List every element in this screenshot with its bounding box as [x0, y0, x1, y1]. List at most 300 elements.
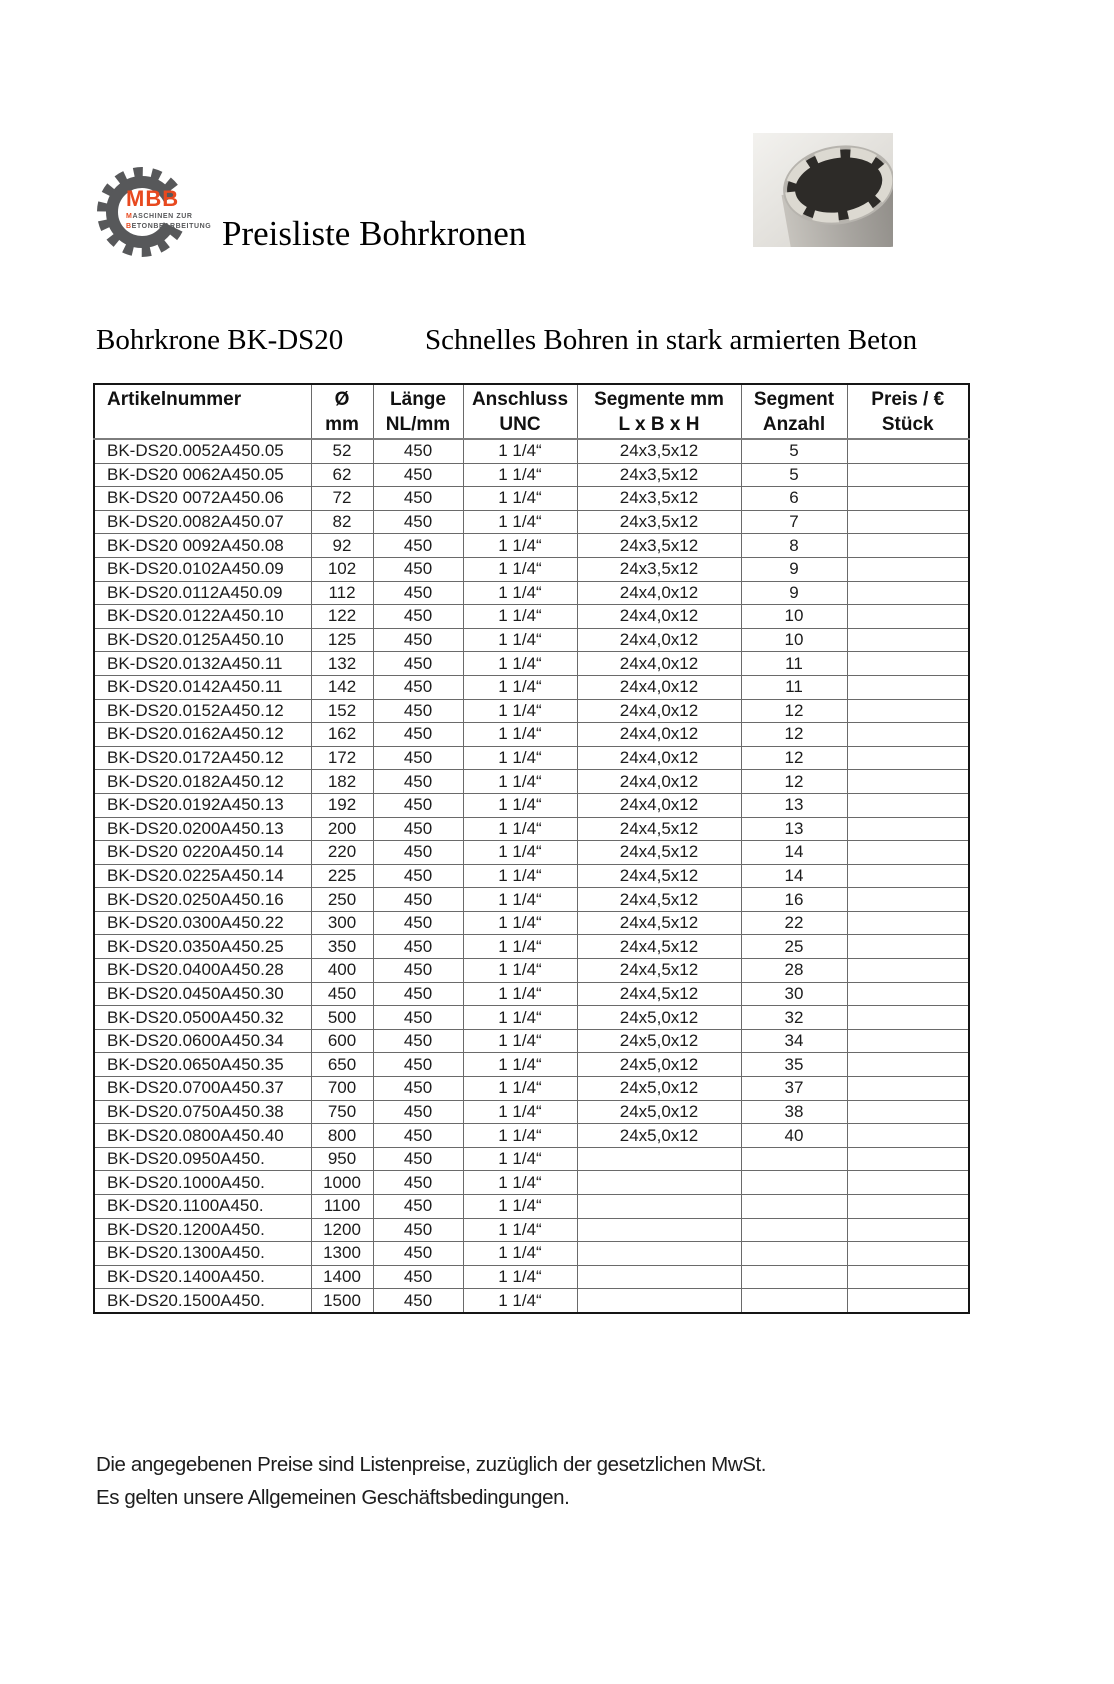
table-row	[94, 510, 969, 534]
cell-anschluss: 1 1/4“	[463, 1029, 577, 1053]
cell-durchmesser: 1200	[311, 1218, 373, 1242]
table-row	[94, 1265, 969, 1289]
cell-artikelnummer: BK-DS20.0300A450.22	[94, 911, 311, 935]
cell-preis	[847, 534, 969, 558]
cell-anschluss: 1 1/4“	[463, 1124, 577, 1148]
table-row	[94, 1029, 969, 1053]
cell-segmente: 24x4,0x12	[577, 605, 741, 629]
table-row	[94, 793, 969, 817]
cell-artikelnummer: BK-DS20.0142A450.11	[94, 675, 311, 699]
table-row	[94, 841, 969, 865]
cell-artikelnummer: BK-DS20.1100A450.	[94, 1195, 311, 1219]
cell-preis	[847, 1195, 969, 1219]
cell-segmente: 24x5,0x12	[577, 1029, 741, 1053]
cell-preis	[847, 1289, 969, 1313]
cell-artikelnummer: BK-DS20.1000A450.	[94, 1171, 311, 1195]
cell-segmente	[577, 1147, 741, 1171]
cell-laenge: 450	[373, 864, 463, 888]
price-table-container	[93, 383, 970, 1314]
cell-artikelnummer: BK-DS20.0052A450.05	[94, 439, 311, 463]
cell-segmente: 24x5,0x12	[577, 1077, 741, 1101]
cell-artikelnummer: BK-DS20.0162A450.12	[94, 723, 311, 747]
table-row	[94, 1006, 969, 1030]
cell-laenge: 450	[373, 911, 463, 935]
cell-segment-anzahl: 12	[741, 746, 847, 770]
section-title: Bohrkrone BK-DS20	[96, 324, 344, 356]
table-row	[94, 605, 969, 629]
cell-segmente: 24x3,5x12	[577, 534, 741, 558]
cell-preis	[847, 911, 969, 935]
cell-segment-anzahl	[741, 1265, 847, 1289]
header-cell-anschluss: Anschluss UNC	[463, 384, 577, 439]
table-row	[94, 675, 969, 699]
cell-artikelnummer: BK-DS20.0112A450.09	[94, 581, 311, 605]
cell-durchmesser: 800	[311, 1124, 373, 1148]
table-row	[94, 959, 969, 983]
cell-laenge: 450	[373, 959, 463, 983]
cell-segment-anzahl	[741, 1147, 847, 1171]
table-row	[94, 439, 969, 463]
cell-segmente: 24x4,5x12	[577, 817, 741, 841]
cell-laenge: 450	[373, 746, 463, 770]
cell-anschluss: 1 1/4“	[463, 1171, 577, 1195]
logo-abbr: MBB	[126, 186, 180, 211]
footer-note-2: Es gelten unsere Allgemeinen Geschäftsbedingungen.	[96, 1486, 570, 1509]
cell-segmente: 24x4,0x12	[577, 793, 741, 817]
cell-durchmesser: 192	[311, 793, 373, 817]
table-row	[94, 982, 969, 1006]
cell-laenge: 450	[373, 557, 463, 581]
cell-anschluss: 1 1/4“	[463, 935, 577, 959]
cell-segmente	[577, 1242, 741, 1266]
cell-durchmesser: 62	[311, 463, 373, 487]
cell-artikelnummer: BK-DS20.1300A450.	[94, 1242, 311, 1266]
cell-durchmesser: 1100	[311, 1195, 373, 1219]
logo-subtext-2: BETONBEARBEITUNG	[126, 223, 212, 230]
cell-durchmesser: 1400	[311, 1265, 373, 1289]
table-row	[94, 1053, 969, 1077]
cell-preis	[847, 652, 969, 676]
cell-segment-anzahl	[741, 1195, 847, 1219]
cell-preis	[847, 1100, 969, 1124]
cell-durchmesser: 172	[311, 746, 373, 770]
cell-durchmesser: 102	[311, 557, 373, 581]
table-row	[94, 1100, 969, 1124]
cell-laenge: 450	[373, 1147, 463, 1171]
cell-artikelnummer: BK-DS20.0200A450.13	[94, 817, 311, 841]
cell-laenge: 450	[373, 439, 463, 463]
cell-durchmesser: 52	[311, 439, 373, 463]
table-row	[94, 1218, 969, 1242]
cell-artikelnummer: BK-DS20.0700A450.37	[94, 1077, 311, 1101]
cell-segmente: 24x5,0x12	[577, 1124, 741, 1148]
cell-segmente: 24x3,5x12	[577, 463, 741, 487]
cell-anschluss: 1 1/4“	[463, 841, 577, 865]
cell-artikelnummer: BK-DS20.0182A450.12	[94, 770, 311, 794]
cell-anschluss: 1 1/4“	[463, 770, 577, 794]
cell-anschluss: 1 1/4“	[463, 581, 577, 605]
cell-anschluss: 1 1/4“	[463, 746, 577, 770]
cell-artikelnummer: BK-DS20 0092A450.08	[94, 534, 311, 558]
cell-preis	[847, 864, 969, 888]
cell-segmente	[577, 1171, 741, 1195]
cell-durchmesser: 750	[311, 1100, 373, 1124]
cell-anschluss: 1 1/4“	[463, 605, 577, 629]
table-row	[94, 770, 969, 794]
cell-anschluss: 1 1/4“	[463, 699, 577, 723]
cell-durchmesser: 650	[311, 1053, 373, 1077]
table-row	[94, 534, 969, 558]
table-row	[94, 746, 969, 770]
cell-laenge: 450	[373, 628, 463, 652]
cell-laenge: 450	[373, 534, 463, 558]
cell-durchmesser: 600	[311, 1029, 373, 1053]
cell-segment-anzahl: 5	[741, 439, 847, 463]
product-photo	[753, 133, 893, 247]
cell-anschluss: 1 1/4“	[463, 1077, 577, 1101]
cell-laenge: 450	[373, 1124, 463, 1148]
cell-laenge: 450	[373, 1289, 463, 1313]
cell-segmente: 24x3,5x12	[577, 439, 741, 463]
cell-anschluss: 1 1/4“	[463, 982, 577, 1006]
table-row	[94, 1124, 969, 1148]
cell-segmente	[577, 1195, 741, 1219]
cell-preis	[847, 463, 969, 487]
cell-durchmesser: 152	[311, 699, 373, 723]
cell-segmente: 24x5,0x12	[577, 1006, 741, 1030]
cell-segment-anzahl: 34	[741, 1029, 847, 1053]
cell-artikelnummer: BK-DS20.0450A450.30	[94, 982, 311, 1006]
cell-laenge: 450	[373, 699, 463, 723]
cell-segmente: 24x4,5x12	[577, 888, 741, 912]
cell-segment-anzahl: 14	[741, 864, 847, 888]
cell-anschluss: 1 1/4“	[463, 534, 577, 558]
cell-laenge: 450	[373, 888, 463, 912]
cell-segment-anzahl: 22	[741, 911, 847, 935]
cell-preis	[847, 841, 969, 865]
table-row	[94, 581, 969, 605]
cell-preis	[847, 628, 969, 652]
table-row	[94, 864, 969, 888]
cell-artikelnummer: BK-DS20.0192A450.13	[94, 793, 311, 817]
cell-segment-anzahl: 32	[741, 1006, 847, 1030]
cell-artikelnummer: BK-DS20 0220A450.14	[94, 841, 311, 865]
cell-segment-anzahl	[741, 1218, 847, 1242]
cell-laenge: 450	[373, 487, 463, 511]
cell-segment-anzahl: 35	[741, 1053, 847, 1077]
cell-artikelnummer: BK-DS20.0102A450.09	[94, 557, 311, 581]
cell-laenge: 450	[373, 605, 463, 629]
cell-anschluss: 1 1/4“	[463, 817, 577, 841]
cell-segment-anzahl: 12	[741, 770, 847, 794]
cell-durchmesser: 82	[311, 510, 373, 534]
cell-preis	[847, 817, 969, 841]
cell-segmente: 24x4,5x12	[577, 959, 741, 983]
header-cell-artikelnummer: Artikelnummer	[94, 384, 311, 439]
cell-segment-anzahl: 25	[741, 935, 847, 959]
cell-artikelnummer: BK-DS20.0152A450.12	[94, 699, 311, 723]
cell-segmente: 24x3,5x12	[577, 487, 741, 511]
cell-preis	[847, 581, 969, 605]
table-row	[94, 557, 969, 581]
cell-artikelnummer: BK-DS20.0250A450.16	[94, 888, 311, 912]
section-subtitle: Schnelles Bohren in stark armierten Beton	[425, 324, 918, 356]
section-heading	[0, 324, 1114, 360]
cell-preis	[847, 1147, 969, 1171]
cell-anschluss: 1 1/4“	[463, 1289, 577, 1313]
cell-segmente: 24x5,0x12	[577, 1053, 741, 1077]
table-header-row	[94, 384, 969, 439]
cell-durchmesser: 1300	[311, 1242, 373, 1266]
cell-segment-anzahl: 13	[741, 793, 847, 817]
header-cell-segmente: Segmente mm L x B x H	[577, 384, 741, 439]
table-row	[94, 911, 969, 935]
cell-anschluss: 1 1/4“	[463, 628, 577, 652]
cell-anschluss: 1 1/4“	[463, 1265, 577, 1289]
cell-laenge: 450	[373, 652, 463, 676]
cell-segment-anzahl: 5	[741, 463, 847, 487]
cell-durchmesser: 1000	[311, 1171, 373, 1195]
cell-segmente: 24x4,0x12	[577, 675, 741, 699]
cell-segmente: 24x4,0x12	[577, 699, 741, 723]
cell-artikelnummer: BK-DS20.1200A450.	[94, 1218, 311, 1242]
cell-artikelnummer: BK-DS20.0950A450.	[94, 1147, 311, 1171]
cell-artikelnummer: BK-DS20.0225A450.14	[94, 864, 311, 888]
cell-durchmesser: 225	[311, 864, 373, 888]
cell-anschluss: 1 1/4“	[463, 652, 577, 676]
cell-anschluss: 1 1/4“	[463, 675, 577, 699]
cell-anschluss: 1 1/4“	[463, 557, 577, 581]
cell-anschluss: 1 1/4“	[463, 959, 577, 983]
cell-laenge: 450	[373, 1218, 463, 1242]
cell-laenge: 450	[373, 723, 463, 747]
cell-segmente: 24x5,0x12	[577, 1100, 741, 1124]
cell-segmente: 24x4,0x12	[577, 628, 741, 652]
cell-segmente: 24x4,5x12	[577, 841, 741, 865]
cell-durchmesser: 162	[311, 723, 373, 747]
cell-segment-anzahl: 8	[741, 534, 847, 558]
cell-segment-anzahl: 12	[741, 723, 847, 747]
cell-preis	[847, 1171, 969, 1195]
header-cell-segment-anzahl: Segment Anzahl	[741, 384, 847, 439]
cell-segmente: 24x4,0x12	[577, 723, 741, 747]
cell-segmente: 24x3,5x12	[577, 510, 741, 534]
cell-durchmesser: 950	[311, 1147, 373, 1171]
cell-laenge: 450	[373, 1006, 463, 1030]
cell-laenge: 450	[373, 817, 463, 841]
cell-durchmesser: 450	[311, 982, 373, 1006]
cell-artikelnummer: BK-DS20.0125A450.10	[94, 628, 311, 652]
cell-segment-anzahl: 11	[741, 675, 847, 699]
table-row	[94, 487, 969, 511]
cell-preis	[847, 1053, 969, 1077]
cell-anschluss: 1 1/4“	[463, 911, 577, 935]
cell-laenge: 450	[373, 1029, 463, 1053]
cell-segmente	[577, 1218, 741, 1242]
cell-anschluss: 1 1/4“	[463, 487, 577, 511]
cell-preis	[847, 1242, 969, 1266]
cell-segmente: 24x4,5x12	[577, 911, 741, 935]
cell-segment-anzahl: 10	[741, 605, 847, 629]
cell-segmente: 24x4,0x12	[577, 770, 741, 794]
cell-preis	[847, 723, 969, 747]
cell-artikelnummer: BK-DS20 0072A450.06	[94, 487, 311, 511]
header-cell-laenge: Länge NL/mm	[373, 384, 463, 439]
cell-preis	[847, 935, 969, 959]
cell-laenge: 450	[373, 463, 463, 487]
cell-anschluss: 1 1/4“	[463, 1006, 577, 1030]
cell-artikelnummer: BK-DS20.0650A450.35	[94, 1053, 311, 1077]
cell-anschluss: 1 1/4“	[463, 463, 577, 487]
cell-preis	[847, 1265, 969, 1289]
cell-anschluss: 1 1/4“	[463, 723, 577, 747]
logo-subtext-1: MASCHINEN ZUR	[126, 213, 193, 220]
footer-note-1: Die angegebenen Preise sind Listenpreise, zuzüglich der gesetzlichen MwSt.	[96, 1453, 767, 1476]
cell-segment-anzahl: 13	[741, 817, 847, 841]
cell-segment-anzahl: 40	[741, 1124, 847, 1148]
cell-preis	[847, 1124, 969, 1148]
table-row	[94, 1171, 969, 1195]
cell-artikelnummer: BK-DS20.0400A450.28	[94, 959, 311, 983]
cell-laenge: 450	[373, 1195, 463, 1219]
cell-durchmesser: 72	[311, 487, 373, 511]
cell-laenge: 450	[373, 675, 463, 699]
cell-anschluss: 1 1/4“	[463, 1242, 577, 1266]
header-cell-durchmesser: Ø mm	[311, 384, 373, 439]
cell-preis	[847, 1218, 969, 1242]
cell-laenge: 450	[373, 770, 463, 794]
cell-artikelnummer: BK-DS20.1500A450.	[94, 1289, 311, 1313]
cell-laenge: 450	[373, 841, 463, 865]
table-row	[94, 935, 969, 959]
cell-segmente	[577, 1265, 741, 1289]
table-row	[94, 1242, 969, 1266]
cell-segment-anzahl: 14	[741, 841, 847, 865]
cell-segment-anzahl	[741, 1171, 847, 1195]
cell-artikelnummer: BK-DS20.1400A450.	[94, 1265, 311, 1289]
cell-artikelnummer: BK-DS20.0750A450.38	[94, 1100, 311, 1124]
table-row	[94, 628, 969, 652]
cell-artikelnummer: BK-DS20.0500A450.32	[94, 1006, 311, 1030]
table-row	[94, 1147, 969, 1171]
price-table	[93, 383, 970, 1314]
footer-notes	[96, 1448, 766, 1514]
cell-artikelnummer: BK-DS20.0132A450.11	[94, 652, 311, 676]
cell-anschluss: 1 1/4“	[463, 1147, 577, 1171]
cell-preis	[847, 510, 969, 534]
cell-preis	[847, 1006, 969, 1030]
cell-artikelnummer: BK-DS20.0600A450.34	[94, 1029, 311, 1053]
cell-preis	[847, 793, 969, 817]
cell-segment-anzahl: 10	[741, 628, 847, 652]
table-row	[94, 1195, 969, 1219]
cell-preis	[847, 487, 969, 511]
cell-preis	[847, 982, 969, 1006]
cell-segment-anzahl: 37	[741, 1077, 847, 1101]
cell-preis	[847, 675, 969, 699]
cell-laenge: 450	[373, 581, 463, 605]
cell-preis	[847, 959, 969, 983]
table-row	[94, 817, 969, 841]
cell-artikelnummer: BK-DS20.0122A450.10	[94, 605, 311, 629]
cell-segmente: 24x4,0x12	[577, 746, 741, 770]
cell-segmente: 24x4,0x12	[577, 652, 741, 676]
cell-artikelnummer: BK-DS20.0172A450.12	[94, 746, 311, 770]
cell-segment-anzahl: 30	[741, 982, 847, 1006]
cell-artikelnummer: BK-DS20.0350A450.25	[94, 935, 311, 959]
cell-laenge: 450	[373, 1242, 463, 1266]
cell-anschluss: 1 1/4“	[463, 1100, 577, 1124]
cell-anschluss: 1 1/4“	[463, 1195, 577, 1219]
cell-segmente: 24x4,5x12	[577, 935, 741, 959]
cell-preis	[847, 746, 969, 770]
cell-preis	[847, 888, 969, 912]
cell-segment-anzahl	[741, 1289, 847, 1313]
cell-segmente: 24x4,0x12	[577, 581, 741, 605]
cell-durchmesser: 125	[311, 628, 373, 652]
cell-laenge: 450	[373, 1077, 463, 1101]
cell-durchmesser: 112	[311, 581, 373, 605]
cell-segmente	[577, 1289, 741, 1313]
drill-bit-image	[753, 133, 893, 247]
cell-anschluss: 1 1/4“	[463, 864, 577, 888]
cell-laenge: 450	[373, 1171, 463, 1195]
header-cell-preis: Preis / € Stück	[847, 384, 969, 439]
cell-laenge: 450	[373, 1100, 463, 1124]
cell-anschluss: 1 1/4“	[463, 1218, 577, 1242]
cell-preis	[847, 1029, 969, 1053]
table-row	[94, 652, 969, 676]
table-row	[94, 1289, 969, 1313]
cell-anschluss: 1 1/4“	[463, 510, 577, 534]
cell-segmente: 24x3,5x12	[577, 557, 741, 581]
cell-durchmesser: 220	[311, 841, 373, 865]
cell-artikelnummer: BK-DS20.0082A450.07	[94, 510, 311, 534]
cell-artikelnummer: BK-DS20 0062A450.05	[94, 463, 311, 487]
cell-durchmesser: 500	[311, 1006, 373, 1030]
cell-artikelnummer: BK-DS20.0800A450.40	[94, 1124, 311, 1148]
table-row	[94, 463, 969, 487]
cell-durchmesser: 122	[311, 605, 373, 629]
table-row	[94, 699, 969, 723]
cell-preis	[847, 439, 969, 463]
cell-segment-anzahl	[741, 1242, 847, 1266]
cell-durchmesser: 250	[311, 888, 373, 912]
cell-segmente: 24x4,5x12	[577, 982, 741, 1006]
company-logo	[96, 166, 226, 258]
cell-laenge: 450	[373, 982, 463, 1006]
cell-segment-anzahl: 6	[741, 487, 847, 511]
page-title: Preisliste Bohrkronen	[222, 214, 527, 253]
table-row	[94, 1077, 969, 1101]
table-row	[94, 888, 969, 912]
cell-durchmesser: 142	[311, 675, 373, 699]
cell-segmente: 24x4,5x12	[577, 864, 741, 888]
cell-durchmesser: 182	[311, 770, 373, 794]
cell-durchmesser: 350	[311, 935, 373, 959]
cell-preis	[847, 770, 969, 794]
cell-preis	[847, 605, 969, 629]
cell-anschluss: 1 1/4“	[463, 793, 577, 817]
cell-preis	[847, 699, 969, 723]
cell-segment-anzahl: 12	[741, 699, 847, 723]
cell-durchmesser: 92	[311, 534, 373, 558]
cell-preis	[847, 1077, 969, 1101]
cell-segment-anzahl: 9	[741, 581, 847, 605]
cell-segment-anzahl: 11	[741, 652, 847, 676]
cell-laenge: 450	[373, 935, 463, 959]
cell-anschluss: 1 1/4“	[463, 1053, 577, 1077]
